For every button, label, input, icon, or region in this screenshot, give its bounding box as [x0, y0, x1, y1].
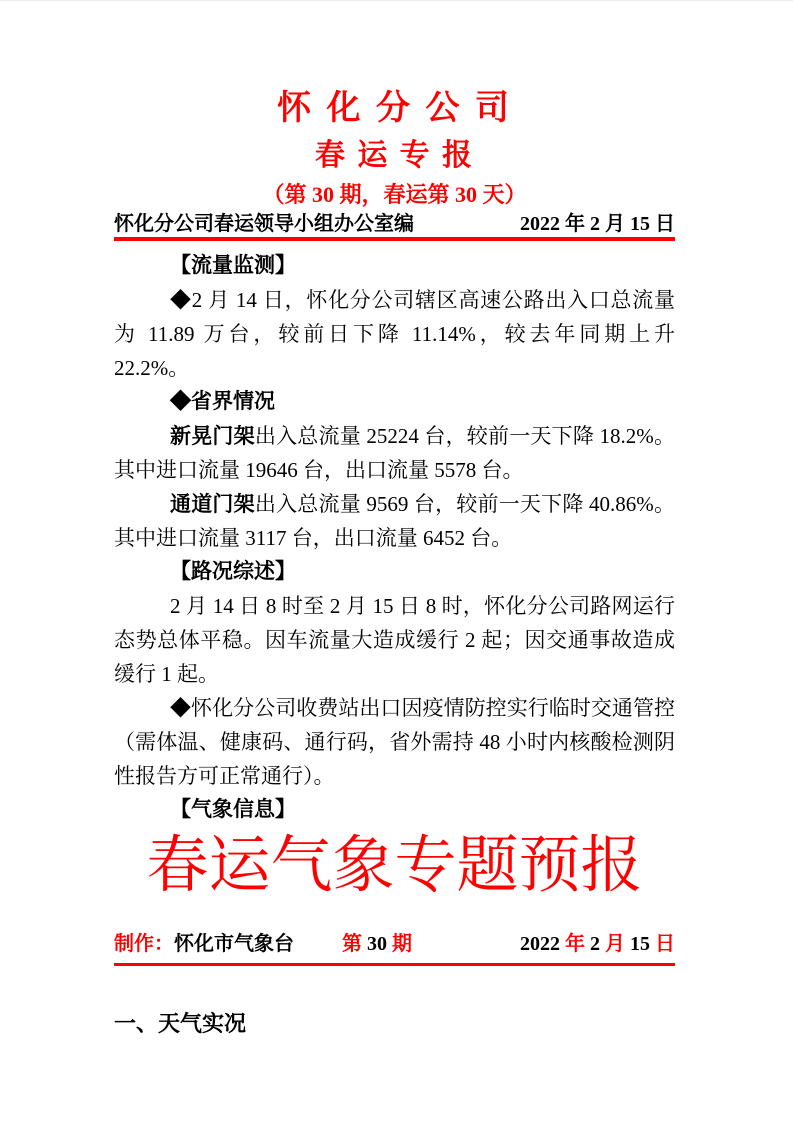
header-rule	[114, 237, 675, 241]
xinhuang-gantry-label: 新晃门架	[170, 424, 255, 448]
date-seg-4: 15	[630, 933, 650, 955]
issue-seg-1: 30	[367, 933, 387, 955]
editor-name: 怀化分公司春运领导小组办公室编	[114, 213, 414, 235]
date-seg-0: 2022	[520, 933, 560, 955]
para-traffic-total: ◆2 月 14 日，怀化分公司辖区高速公路出入口总流量为 11.89 万台，较前日下降 11.14%，较去年同期上升 22.2%。	[114, 288, 675, 380]
document-content	[0, 1, 793, 1038]
para-xinhuang-gantry	[114, 419, 675, 487]
section-head-road: 【路况综述】	[170, 560, 296, 583]
bulletin-body	[114, 249, 675, 827]
weather-report-meta	[114, 931, 675, 957]
report-title: 春 运 专 报	[314, 139, 474, 172]
issue-seg-2: 期	[387, 933, 412, 955]
date-seg-2: 2	[590, 933, 600, 955]
para-road-summary: 2 月 14 日 8 时至 2 月 15 日 8 时，怀化分公司路网运行态势总体平稳。因车流量大造成缓行 2 起；因交通事故造成缓行 1 起。	[114, 594, 675, 686]
date-seg-1: 年	[560, 933, 590, 955]
date-seg-5: 日	[650, 933, 675, 955]
editor-line	[114, 211, 675, 237]
maker-label: 制作：	[114, 933, 174, 955]
edit-date: 2022 年 2 月 15 日	[520, 213, 675, 235]
issue-seg-0: 第	[342, 933, 367, 955]
issue-date	[520, 931, 675, 957]
issue-subtitle: （第 30 期，春运第 30 天）	[262, 182, 527, 207]
company-title: 怀 化 分 公 司	[277, 89, 512, 127]
issue-number	[342, 931, 412, 957]
date-seg-3: 月	[600, 933, 630, 955]
tongdao-gantry-label: 通道门架	[170, 492, 255, 516]
maker-value: 怀化市气象台	[174, 933, 294, 955]
section-head-weather-info: 【气象信息】	[170, 798, 296, 821]
para-toll-control: ◆怀化分公司收费站出口因疫情防控实行临时交通管控（需体温、健康码、通行码，省外需持 48 小时内核酸检测阴性报告方可正常通行）。	[114, 696, 675, 788]
section-head-border: ◆省界情况	[170, 390, 275, 413]
heading-weather-actual: 一、天气实况	[114, 1011, 247, 1036]
para-tongdao-gantry	[114, 487, 675, 555]
xinhuang-gantry-stats: 出入总流量 25224 台，较前一天下降 18.2%。其中进口流量 19646 台，出口流量 5578 台。	[114, 424, 675, 482]
maker-line	[114, 931, 294, 957]
footer-rule	[114, 963, 675, 966]
section-head-traffic-monitor: 【流量监测】	[170, 254, 296, 277]
tongdao-gantry-stats: 出入总流量 9569 台，较前一天下降 40.86%。其中进口流量 3117 台，出口流量 6452 台。	[114, 492, 675, 550]
weather-banner-title: 春运气象专题预报	[146, 832, 643, 900]
